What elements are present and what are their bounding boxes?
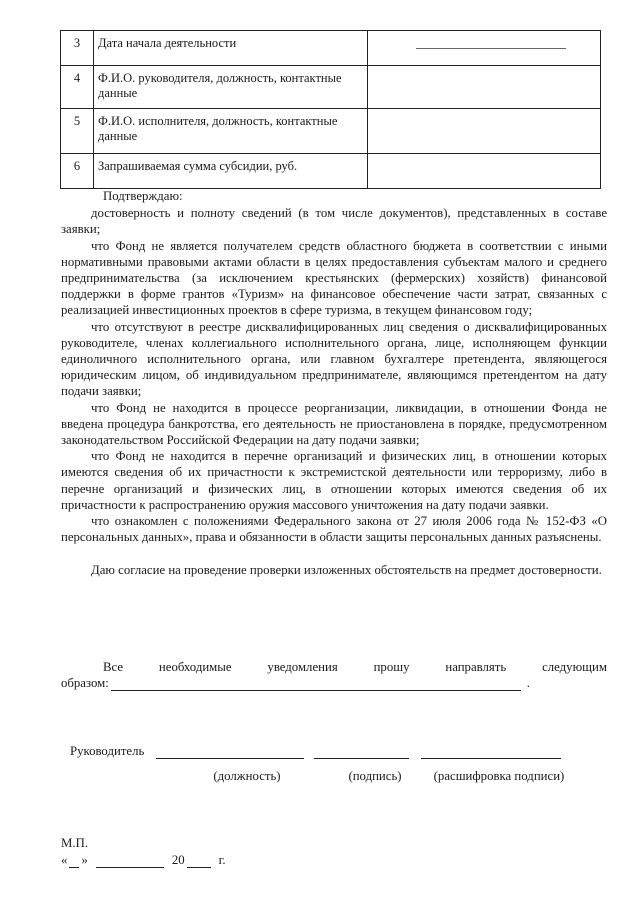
row-number: 4	[61, 66, 94, 109]
fill-line	[416, 48, 566, 49]
signature-label: Руководитель	[70, 744, 145, 758]
notification-block	[61, 659, 607, 691]
notify-method-label: образом:	[61, 676, 109, 691]
confirmation-item: что Фонд не находится в перечне организаций и физических лиц, в отношении которых имеются сведения об их причастности к экстремистской деятельности или терроризму, либо в перечне организаций и физических лиц, в отношении которых имеются сведения об их причастности к распространению оружия массового уничтожения на дату подачи заявки.	[61, 449, 607, 512]
notify-word: прошу	[373, 660, 410, 674]
notify-word: следующим	[542, 660, 607, 674]
position-caption: (должность)	[213, 769, 281, 783]
row-number: 6	[61, 154, 94, 189]
table-row	[61, 66, 601, 109]
stamp-place: М.П.	[61, 836, 89, 850]
position-field[interactable]	[156, 746, 304, 759]
confirmation-block	[61, 188, 607, 579]
row-number: 3	[61, 31, 94, 66]
row-label: Дата начала деятельности	[94, 31, 368, 66]
signature-transcript-field[interactable]	[421, 746, 561, 759]
row-label: Ф.И.О. исполнителя, должность, контактные данные	[94, 109, 368, 154]
notify-word: направлять	[445, 660, 507, 674]
notify-method-field[interactable]	[111, 678, 521, 691]
date-quote-open: «	[61, 853, 68, 867]
transcript-caption: (расшифровка подписи)	[433, 769, 565, 783]
date-year-field[interactable]	[187, 855, 211, 868]
confirmation-item: что ознакомлен с положениями Федерального закона от 27 июля 2006 года № 152-ФЗ «О персональных данных», права и обязанности в области защиты персональных данных разъяснены.	[61, 514, 607, 545]
table-row	[61, 109, 601, 154]
row-value-cell	[368, 154, 601, 189]
confirmation-item: достоверность и полноту сведений (в том числе документов), представленных в составе заявки;	[61, 206, 607, 237]
signature-block	[70, 744, 610, 784]
consent-paragraph: Даю согласие на проведение проверки изложенных обстоятельств на предмет достоверности.	[91, 563, 602, 578]
date-day-field[interactable]	[69, 855, 79, 868]
notification-second-line	[61, 675, 607, 691]
application-table	[60, 30, 601, 189]
row-value-cell	[368, 109, 601, 154]
signature-captions	[70, 769, 610, 784]
table-row	[61, 154, 601, 189]
table-row	[61, 31, 601, 66]
confirmation-heading: Подтверждаю:	[103, 189, 183, 203]
date-quote-close: »	[81, 853, 88, 867]
notification-first-line	[61, 659, 607, 675]
notify-word: уведомления	[267, 660, 338, 674]
notify-word: необходимые	[158, 660, 232, 674]
date-month-field[interactable]	[96, 855, 164, 868]
row-label: Запрашиваемая сумма субсидии, руб.	[94, 154, 368, 189]
confirmation-item: что отсутствуют в реестре дисквалифицированных лиц сведения о дисквалифицированных руководителе, членах коллегиального исполнительного органа, лице, исполняющем функции единоличного исполнительного органа, или главном бухгалтере претендента, являющегося юридическим лицом, об индивидуальном предпринимателе, являющимся претендентом на дату подачи заявки;	[61, 319, 607, 399]
signature-row	[70, 744, 610, 759]
date-suffix: г.	[218, 853, 226, 867]
signature-field[interactable]	[314, 746, 409, 759]
date-row	[61, 853, 226, 868]
date-year-prefix: 20	[171, 853, 185, 867]
signature-caption: (подпись)	[348, 769, 402, 783]
row-label: Ф.И.О. руководителя, должность, контактные данные	[94, 66, 368, 109]
confirmation-item: что Фонд не является получателем средств областного бюджета в соответствии с иными нормативными правовыми актами области в целях предоставления субъектам малого и среднего предпринимательства (за исключением крестьянских (фермерских) хозяйств) финансовой поддержки в форме грантов «Туризм» на финансовое обеспечение части затрат, связанных с реализацией инвестиционных проектов в сфере туризма, в текущем финансовом году;	[61, 238, 607, 318]
row-number: 5	[61, 109, 94, 154]
notify-word: Все	[103, 660, 124, 674]
notify-end: .	[526, 676, 530, 691]
confirmation-item: что Фонд не находится в процессе реорганизации, ликвидации, в отношении Фонда не введена процедура банкротства, его деятельность не приостановлена в порядке, предусмотренном законодательством Российской Федерации на дату подачи заявки;	[61, 400, 607, 448]
row-value-cell	[368, 66, 601, 109]
row-value-cell	[368, 31, 601, 66]
